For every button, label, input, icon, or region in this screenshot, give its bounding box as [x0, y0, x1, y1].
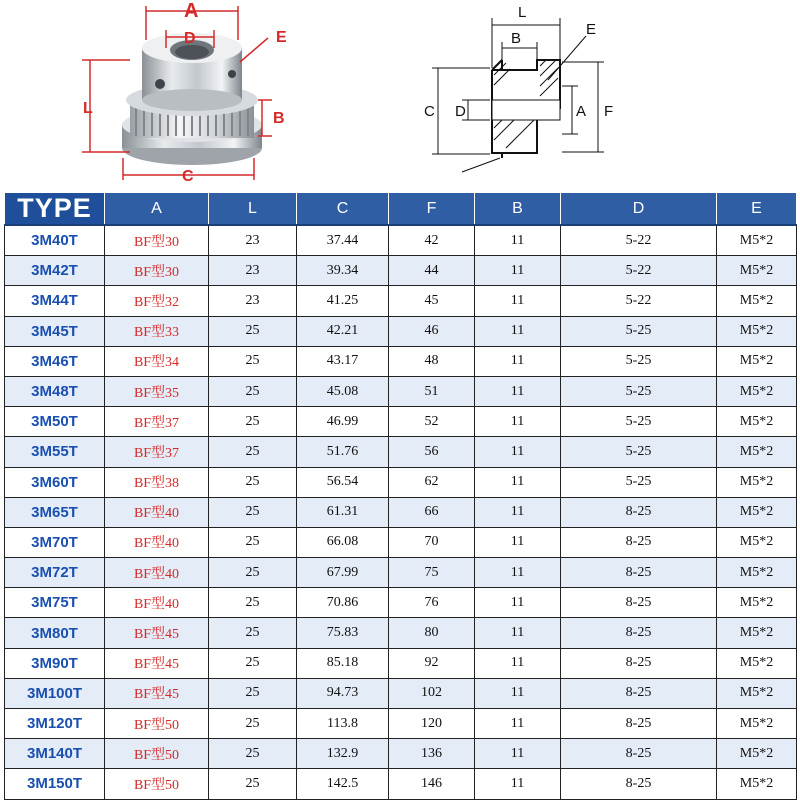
- cell-d: 5-25: [561, 467, 717, 497]
- cell-l: 25: [209, 558, 297, 588]
- table-row: [5, 648, 797, 678]
- cell-d: 8-25: [561, 648, 717, 678]
- table-row: [5, 618, 797, 648]
- cell-type: 3M42T: [5, 256, 105, 286]
- cell-l: 25: [209, 648, 297, 678]
- set-screw-hole: [155, 79, 165, 89]
- technical-drawing: [410, 0, 790, 190]
- cell-a: BF型33: [105, 316, 209, 346]
- cell-c: 46.99: [297, 407, 389, 437]
- cell-d: 8-25: [561, 558, 717, 588]
- cell-e: M5*2: [717, 497, 797, 527]
- drawing-label-f: F: [604, 103, 614, 120]
- cell-b: 11: [475, 678, 561, 708]
- cell-e: M5*2: [717, 739, 797, 769]
- cell-f: 66: [389, 497, 475, 527]
- cell-b: 11: [475, 527, 561, 557]
- cell-l: 25: [209, 527, 297, 557]
- cell-type: 3M150T: [5, 769, 105, 799]
- cell-type: 3M80T: [5, 618, 105, 648]
- cell-f: 56: [389, 437, 475, 467]
- table-row: [5, 316, 797, 346]
- cell-c: 61.31: [297, 497, 389, 527]
- drawing-label-c: C: [424, 103, 435, 120]
- cell-d: 8-25: [561, 588, 717, 618]
- cell-f: 51: [389, 376, 475, 406]
- table-row: [5, 588, 797, 618]
- drawing-label-a: A: [576, 103, 587, 120]
- cell-d: 5-22: [561, 225, 717, 256]
- cell-e: M5*2: [717, 407, 797, 437]
- cell-a: BF型38: [105, 467, 209, 497]
- cell-a: BF型37: [105, 407, 209, 437]
- cell-b: 11: [475, 497, 561, 527]
- table-row: [5, 286, 797, 316]
- cell-type: 3M60T: [5, 467, 105, 497]
- cell-type: 3M140T: [5, 739, 105, 769]
- drawing-label-l: L: [518, 4, 527, 21]
- cell-l: 23: [209, 286, 297, 316]
- cell-b: 11: [475, 648, 561, 678]
- cell-c: 42.21: [297, 316, 389, 346]
- cell-b: 11: [475, 467, 561, 497]
- cell-f: 136: [389, 739, 475, 769]
- cell-l: 25: [209, 588, 297, 618]
- cell-type: 3M72T: [5, 558, 105, 588]
- table-row: [5, 467, 797, 497]
- cell-a: BF型50: [105, 739, 209, 769]
- spec-table: [4, 192, 797, 800]
- cell-a: BF型40: [105, 558, 209, 588]
- cell-e: M5*2: [717, 376, 797, 406]
- cell-type: 3M55T: [5, 437, 105, 467]
- cell-l: 25: [209, 769, 297, 799]
- cell-c: 43.17: [297, 346, 389, 376]
- cell-d: 8-25: [561, 527, 717, 557]
- cell-e: M5*2: [717, 709, 797, 739]
- cell-d: 8-25: [561, 618, 717, 648]
- cell-c: 66.08: [297, 527, 389, 557]
- photo-label-e: E: [276, 29, 287, 46]
- cell-l: 25: [209, 709, 297, 739]
- cell-type: 3M75T: [5, 588, 105, 618]
- cell-f: 44: [389, 256, 475, 286]
- cell-type: 3M90T: [5, 648, 105, 678]
- cell-e: M5*2: [717, 437, 797, 467]
- cell-type: 3M50T: [5, 407, 105, 437]
- cell-c: 56.54: [297, 467, 389, 497]
- table-row: [5, 678, 797, 708]
- cell-c: 142.5: [297, 769, 389, 799]
- table-header-row: [5, 193, 797, 226]
- cell-a: BF型40: [105, 588, 209, 618]
- cell-b: 11: [475, 769, 561, 799]
- cell-b: 11: [475, 437, 561, 467]
- cell-l: 25: [209, 376, 297, 406]
- cell-l: 25: [209, 739, 297, 769]
- cell-type: 3M120T: [5, 709, 105, 739]
- cell-a: BF型30: [105, 225, 209, 256]
- table-row: [5, 256, 797, 286]
- cell-a: BF型35: [105, 376, 209, 406]
- drawing-label-e: E: [586, 21, 597, 38]
- cell-f: 146: [389, 769, 475, 799]
- cell-d: 5-25: [561, 376, 717, 406]
- cell-d: 8-25: [561, 497, 717, 527]
- drawing-label-d: D: [455, 103, 466, 120]
- cell-l: 25: [209, 678, 297, 708]
- cell-l: 25: [209, 437, 297, 467]
- table-row: [5, 437, 797, 467]
- cell-l: 25: [209, 407, 297, 437]
- cell-f: 45: [389, 286, 475, 316]
- cell-f: 76: [389, 588, 475, 618]
- cell-f: 102: [389, 678, 475, 708]
- cell-e: M5*2: [717, 558, 797, 588]
- header-f: F: [389, 193, 475, 226]
- cell-e: M5*2: [717, 527, 797, 557]
- cell-c: 70.86: [297, 588, 389, 618]
- cell-b: 11: [475, 739, 561, 769]
- cell-l: 25: [209, 467, 297, 497]
- table-row: [5, 527, 797, 557]
- cell-a: BF型32: [105, 286, 209, 316]
- cell-d: 5-22: [561, 256, 717, 286]
- table-row: [5, 225, 797, 256]
- cell-e: M5*2: [717, 588, 797, 618]
- cell-e: M5*2: [717, 769, 797, 799]
- header-b: B: [475, 193, 561, 226]
- cell-d: 5-25: [561, 407, 717, 437]
- cell-a: BF型30: [105, 256, 209, 286]
- cell-l: 25: [209, 497, 297, 527]
- cell-d: 5-22: [561, 286, 717, 316]
- cell-b: 11: [475, 256, 561, 286]
- cell-type: 3M48T: [5, 376, 105, 406]
- cell-f: 92: [389, 648, 475, 678]
- cell-d: 5-25: [561, 316, 717, 346]
- cell-f: 120: [389, 709, 475, 739]
- header-type: TYPE: [5, 193, 105, 226]
- header-l: L: [209, 193, 297, 226]
- cell-c: 41.25: [297, 286, 389, 316]
- cell-a: BF型37: [105, 437, 209, 467]
- photo-label-b: B: [273, 110, 285, 127]
- cell-f: 70: [389, 527, 475, 557]
- cell-d: 5-25: [561, 346, 717, 376]
- cell-b: 11: [475, 376, 561, 406]
- cell-e: M5*2: [717, 286, 797, 316]
- cell-type: 3M65T: [5, 497, 105, 527]
- cell-type: 3M70T: [5, 527, 105, 557]
- set-screw-hole: [228, 70, 236, 78]
- cell-d: 5-25: [561, 437, 717, 467]
- header-a: A: [105, 193, 209, 226]
- cell-b: 11: [475, 286, 561, 316]
- cell-f: 48: [389, 346, 475, 376]
- cell-e: M5*2: [717, 678, 797, 708]
- table-row: [5, 376, 797, 406]
- cell-b: 11: [475, 558, 561, 588]
- table-row: [5, 739, 797, 769]
- cell-f: 52: [389, 407, 475, 437]
- cell-type: 3M46T: [5, 346, 105, 376]
- cell-a: BF型45: [105, 648, 209, 678]
- header-e: E: [717, 193, 797, 226]
- photo-label-c: C: [182, 168, 194, 185]
- pulley-photo: [0, 0, 400, 190]
- cell-type: 3M44T: [5, 286, 105, 316]
- cell-l: 23: [209, 225, 297, 256]
- cell-l: 25: [209, 316, 297, 346]
- cell-a: BF型40: [105, 497, 209, 527]
- diagram-area: [0, 0, 800, 190]
- cell-a: BF型45: [105, 618, 209, 648]
- table-row: [5, 407, 797, 437]
- cell-d: 8-25: [561, 769, 717, 799]
- cell-a: BF型50: [105, 709, 209, 739]
- cell-e: M5*2: [717, 316, 797, 346]
- table-row: [5, 346, 797, 376]
- cell-c: 85.18: [297, 648, 389, 678]
- cell-f: 80: [389, 618, 475, 648]
- cell-a: BF型50: [105, 769, 209, 799]
- photo-label-l: L: [83, 100, 93, 117]
- cell-type: 3M100T: [5, 678, 105, 708]
- cell-b: 11: [475, 225, 561, 256]
- cell-e: M5*2: [717, 346, 797, 376]
- cell-c: 113.8: [297, 709, 389, 739]
- cell-b: 11: [475, 407, 561, 437]
- cell-c: 37.44: [297, 225, 389, 256]
- cell-b: 11: [475, 316, 561, 346]
- drawing-label-b: B: [511, 30, 522, 47]
- cell-c: 51.76: [297, 437, 389, 467]
- cell-e: M5*2: [717, 618, 797, 648]
- cell-l: 23: [209, 256, 297, 286]
- cell-b: 11: [475, 709, 561, 739]
- cell-e: M5*2: [717, 467, 797, 497]
- cell-type: 3M45T: [5, 316, 105, 346]
- cell-a: BF型34: [105, 346, 209, 376]
- cell-d: 8-25: [561, 709, 717, 739]
- table-row: [5, 497, 797, 527]
- header-d: D: [561, 193, 717, 226]
- photo-label-d: D: [184, 30, 196, 47]
- cell-c: 94.73: [297, 678, 389, 708]
- cell-d: 8-25: [561, 678, 717, 708]
- cell-e: M5*2: [717, 256, 797, 286]
- cell-c: 67.99: [297, 558, 389, 588]
- table-row: [5, 558, 797, 588]
- table-row: [5, 709, 797, 739]
- photo-label-a: A: [184, 0, 199, 22]
- cell-e: M5*2: [717, 648, 797, 678]
- cell-l: 25: [209, 618, 297, 648]
- header-c: C: [297, 193, 389, 226]
- cell-a: BF型45: [105, 678, 209, 708]
- cell-b: 11: [475, 618, 561, 648]
- cell-f: 62: [389, 467, 475, 497]
- cell-l: 25: [209, 346, 297, 376]
- cell-e: M5*2: [717, 225, 797, 256]
- cell-f: 42: [389, 225, 475, 256]
- cell-c: 75.83: [297, 618, 389, 648]
- cell-b: 11: [475, 346, 561, 376]
- cell-d: 8-25: [561, 739, 717, 769]
- cell-c: 39.34: [297, 256, 389, 286]
- cell-type: 3M40T: [5, 225, 105, 256]
- spec-table-body: [5, 225, 797, 799]
- cell-f: 75: [389, 558, 475, 588]
- cell-f: 46: [389, 316, 475, 346]
- cell-c: 45.08: [297, 376, 389, 406]
- cell-c: 132.9: [297, 739, 389, 769]
- table-row: [5, 769, 797, 799]
- cell-b: 11: [475, 588, 561, 618]
- cell-a: BF型40: [105, 527, 209, 557]
